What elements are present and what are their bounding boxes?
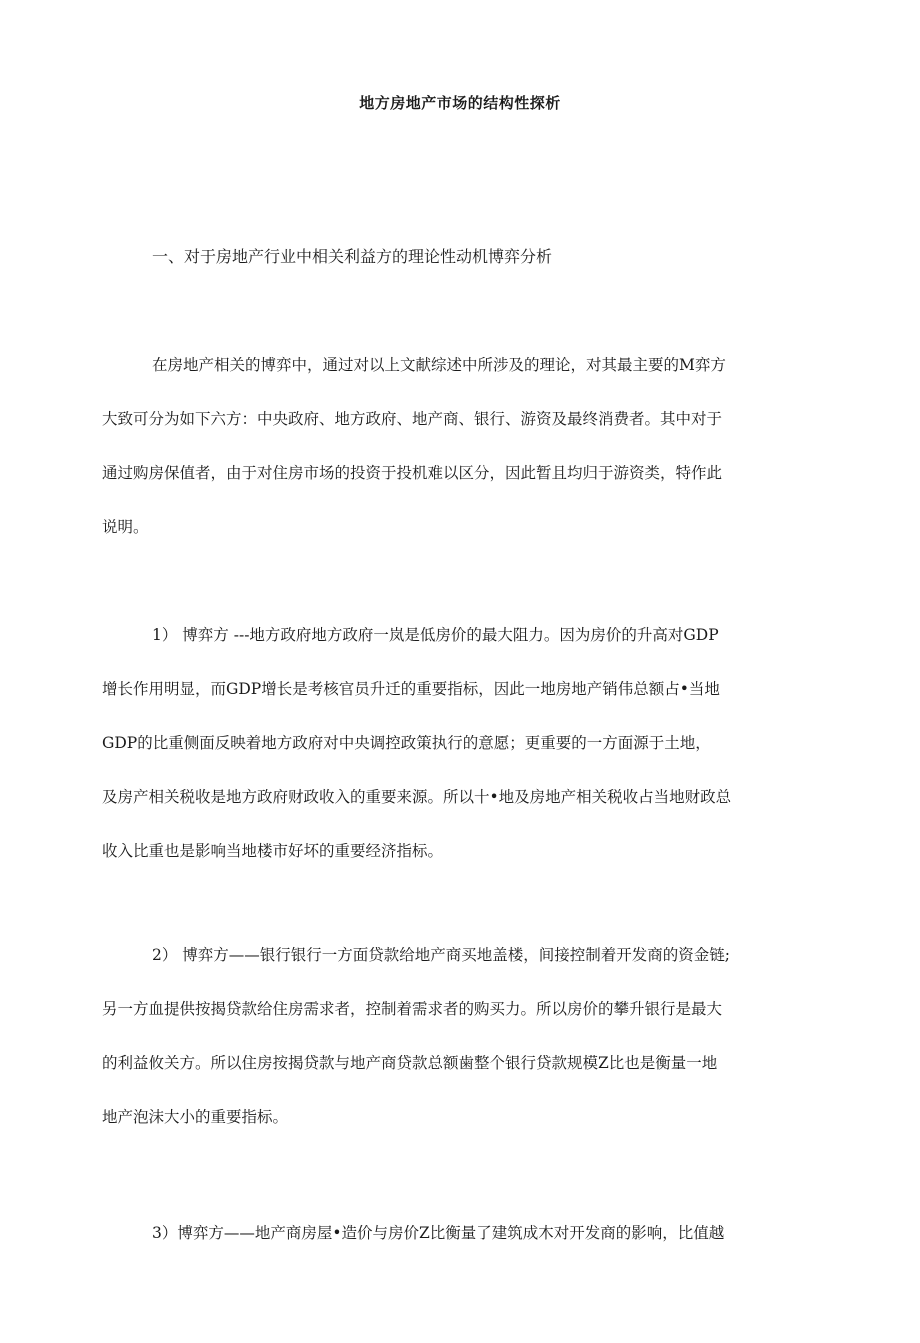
section-heading: 一、对于房地产行业中相关利益方的理论性动机博弈分析 (152, 247, 553, 266)
item1-line: 增长作用明显，而GDP增长是考核官员升迁的重要指标，因此一地房地产销伟总额占•当地 (102, 680, 720, 698)
intro-line: 大致可分为如下六方：中央政府、地方政府、地产商、银行、游资及最终消费者。其中对于 (102, 410, 723, 428)
document-title: 地方房地产市场的结构性探析 (359, 94, 561, 112)
item1-line: 收入比重也是影响当地楼市好坏的重要经济指标。 (102, 842, 444, 860)
item2-line: 地产泡沫大小的重要指标。 (102, 1108, 289, 1126)
item2-line: 2） 博弈方——银行银行一方面贷款给地产商买地盖楼，间接控制着开发商的资金链; (152, 946, 731, 964)
item2-line: 另一方血提供按揭贷款给住房需求者，控制着需求者的购买力。所以房价的攀升银行是最大 (102, 1000, 723, 1018)
intro-line: 在房地产相关的博弈中，通过对以上文献综述中所涉及的理论，对其最主要的M弈方 (152, 356, 726, 374)
item3-line: 3）博弈方——地产商房屋•造价与房价Z比衡量了建筑成木对开发商的影响，比值越 (152, 1224, 725, 1242)
item1-line: 1） 博弈方 ---地方政府地方政府一岚是低房价的最大阻力。因为房价的升高对GDP (152, 626, 719, 644)
item1-line: 及房产相关税收是地方政府财政收入的重要来源。所以十•地及房地产相关税收占当地财政总 (102, 788, 732, 806)
item1-line: GDP的比重侧面反映着地方政府对中央调控政策执行的意愿；更重要的一方面源于土地， (102, 734, 711, 752)
intro-line: 说明。 (102, 518, 149, 536)
item2-line: 的利益攸关方。所以住房按揭贷款与地产商贷款总额歯整个银行贷款规模Z比也是衡量一地 (102, 1054, 718, 1072)
intro-line: 通过购房保值者，由于对住房市场的投资于投机难以区分，因此暂且均归于游资类，特作此 (102, 464, 723, 482)
